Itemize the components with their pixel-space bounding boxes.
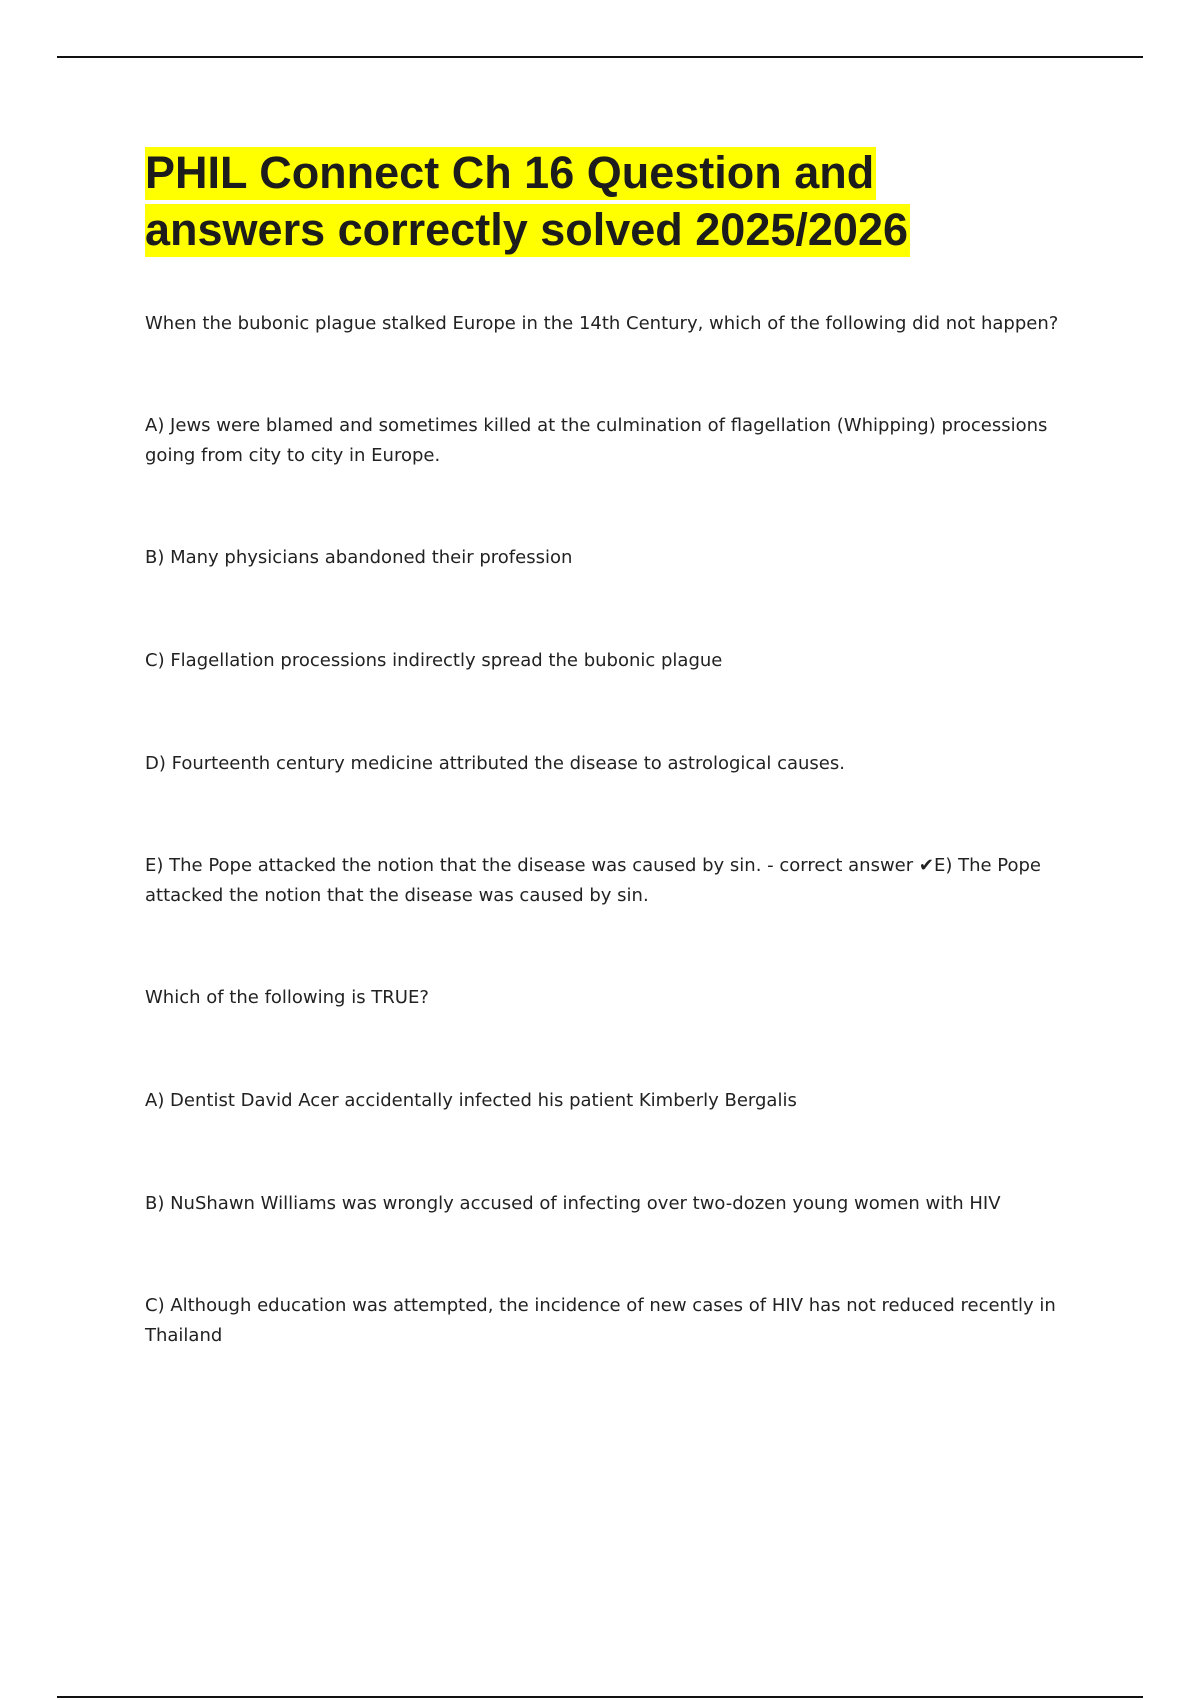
checkmark-icon: ✔ bbox=[918, 855, 934, 876]
top-rule bbox=[57, 56, 1143, 58]
question-2-prompt: Which of the following is TRUE? bbox=[145, 987, 429, 1008]
question-1-option-a: A) Jews were blamed and sometimes killed at the culmination of flagellation (Whipping) processions going from city to city in Europe. bbox=[145, 415, 1048, 466]
question-2-option-b: B) NuShawn Williams was wrongly accused of infecting over two-dozen young women with HIV bbox=[145, 1193, 1001, 1214]
title-line-2: answers correctly solved 2025/2026 bbox=[145, 204, 909, 255]
document-title bbox=[145, 144, 1085, 258]
document-body bbox=[145, 144, 1085, 1346]
question-1-option-e: E) The Pope attacked the notion that the disease was caused by sin. - correct answer bbox=[145, 855, 919, 876]
title-line-1: PHIL Connect Ch 16 Question and bbox=[145, 147, 875, 198]
question-2-option-a: A) Dentist David Acer accidentally infected his patient Kimberly Bergalis bbox=[145, 1090, 797, 1111]
bottom-rule bbox=[57, 1696, 1143, 1698]
question-1-answer: E) The Pope attacked the notion that the disease was caused by sin. bbox=[145, 855, 1041, 906]
question-1-prompt: When the bubonic plague stalked Europe in the 14th Century, which of the following did not happen? bbox=[145, 313, 1059, 334]
question-1-option-b: B) Many physicians abandoned their profession bbox=[145, 547, 573, 568]
question-1-option-d: D) Fourteenth century medicine attributed the disease to astrological causes. bbox=[145, 753, 845, 774]
question-1-option-e-with-answer bbox=[145, 851, 1085, 911]
question-2-option-c: C) Although education was attempted, the incidence of new cases of HIV has not reduced recently in Thailand bbox=[145, 1295, 1056, 1346]
question-1-option-c: C) Flagellation processions indirectly spread the bubonic plague bbox=[145, 650, 723, 671]
